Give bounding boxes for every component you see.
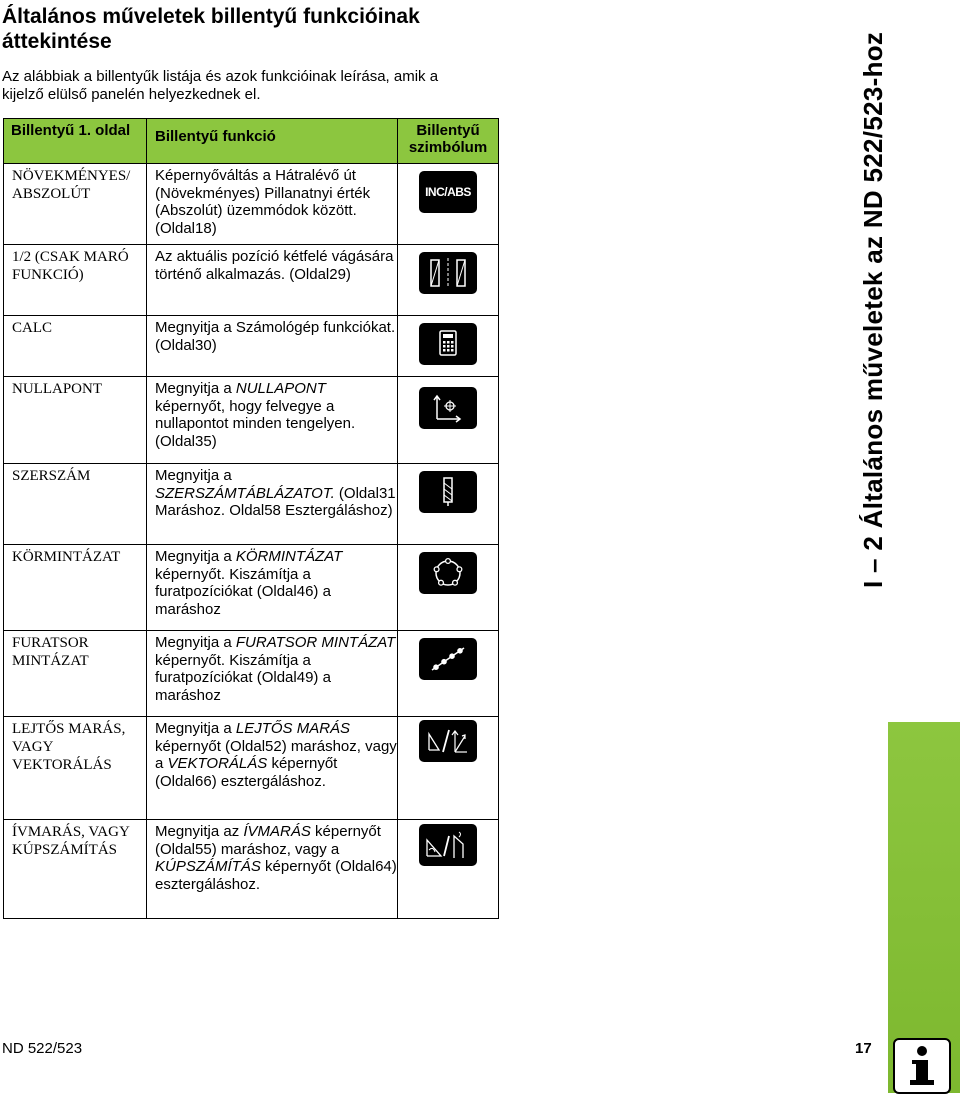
side-section-title: I – 2 Általános műveletek az ND 522/523-hoz (858, 31, 888, 588)
calculator-key-icon (419, 323, 477, 365)
key-symbol-cell (398, 316, 499, 377)
key-symbol-cell (398, 717, 499, 820)
key-symbol-cell (398, 631, 499, 717)
key-name: SZERSZÁM (4, 464, 147, 545)
inc-abs-key-icon (419, 171, 477, 213)
tool-key-icon (419, 471, 477, 513)
table-row (4, 717, 499, 820)
key-name: LEJTŐS MARÁS, VAGY VEKTORÁLÁS (4, 717, 147, 820)
table-row (4, 316, 499, 377)
key-function: Megnyitja a SZERSZÁMTÁBLÁZATOT. (Oldal31 Maráshoz. Oldal58 Esztergáláshoz) (147, 464, 398, 545)
key-name: CALC (4, 316, 147, 377)
key-symbol-cell (398, 545, 499, 631)
key-function: Az aktuális pozíció kétfelé vágására történő alkalmazás. (Oldal29) (147, 245, 398, 316)
table-row (4, 545, 499, 631)
key-function: Megnyitja a LEJTŐS MARÁS képernyőt (Oldal52) maráshoz, vagy a VEKTORÁLÁS képernyőt (Oldal66) esztergáláshoz. (147, 717, 398, 820)
datum-key-icon (419, 387, 477, 429)
header-function: Billentyű funkció (147, 119, 398, 164)
inc-abs-label: INC/ABS (425, 185, 471, 199)
key-function: Képernyőváltás a Hátralévő út (Növekményes) Pillanatnyi érték (Abszolút) üzemmódok között. (Oldal18) (147, 164, 398, 245)
key-name: FURATSOR MINTÁZAT (4, 631, 147, 717)
table-row (4, 245, 499, 316)
key-symbol-cell (398, 820, 499, 919)
header-key: Billentyű 1. oldal (4, 119, 147, 164)
arc-taper-key-icon (419, 824, 477, 866)
footer-model: ND 522/523 (2, 1040, 83, 1057)
key-name: KÖRMINTÁZAT (4, 545, 147, 631)
circle-pattern-key-icon (419, 552, 477, 594)
key-name: NÖVEKMÉNYES/ ABSZOLÚT (4, 164, 147, 245)
page-number: 17 (855, 1040, 872, 1057)
key-function-table (3, 118, 499, 919)
table-header-row (4, 119, 499, 164)
table-row (4, 164, 499, 245)
key-name: NULLAPONT (4, 377, 147, 464)
table-row (4, 631, 499, 717)
info-icon (893, 1038, 951, 1094)
page-title: Általános műveletek billentyű funkcióinak áttekintése (2, 5, 420, 53)
key-symbol-cell (398, 245, 499, 316)
key-symbol-cell (398, 464, 499, 545)
header-symbol: Billentyű szimbólum (398, 119, 499, 164)
incline-vector-key-icon (419, 720, 477, 762)
key-function: Megnyitja a FURATSOR MINTÁZAT képernyőt. Kiszámítja a furatpozíciókat (Oldal49) a maráshoz (147, 631, 398, 717)
linear-pattern-key-icon (419, 638, 477, 680)
key-name: 1/2 (CSAK MARÓ FUNKCIÓ) (4, 245, 147, 316)
table-row (4, 820, 499, 919)
key-name: ÍVMARÁS, VAGY KÚPSZÁMÍTÁS (4, 820, 147, 919)
key-function: Megnyitja a NULLAPONT képernyőt, hogy felvegye a nullapontot minden tengelyen. (Oldal35) (147, 377, 398, 464)
table-row (4, 464, 499, 545)
key-symbol-cell (398, 377, 499, 464)
table-row (4, 377, 499, 464)
key-function: Megnyitja a Számológép funkciókat. (Oldal30) (147, 316, 398, 377)
half-key-icon (419, 252, 477, 294)
key-function: Megnyitja az ÍVMARÁS képernyőt (Oldal55) maráshoz, vagy a KÚPSZÁMÍTÁS képernyőt (Oldal64) esztergáláshoz. (147, 820, 398, 919)
intro-text: Az alábbiak a billentyűk listája és azok funkcióinak leírása, amik a kijelző elülső panelén helyezkednek el. (2, 68, 439, 103)
key-function: Megnyitja a KÖRMINTÁZAT képernyőt. Kiszámítja a furatpozíciókat (Oldal46) a maráshoz (147, 545, 398, 631)
key-symbol-cell (398, 164, 499, 245)
